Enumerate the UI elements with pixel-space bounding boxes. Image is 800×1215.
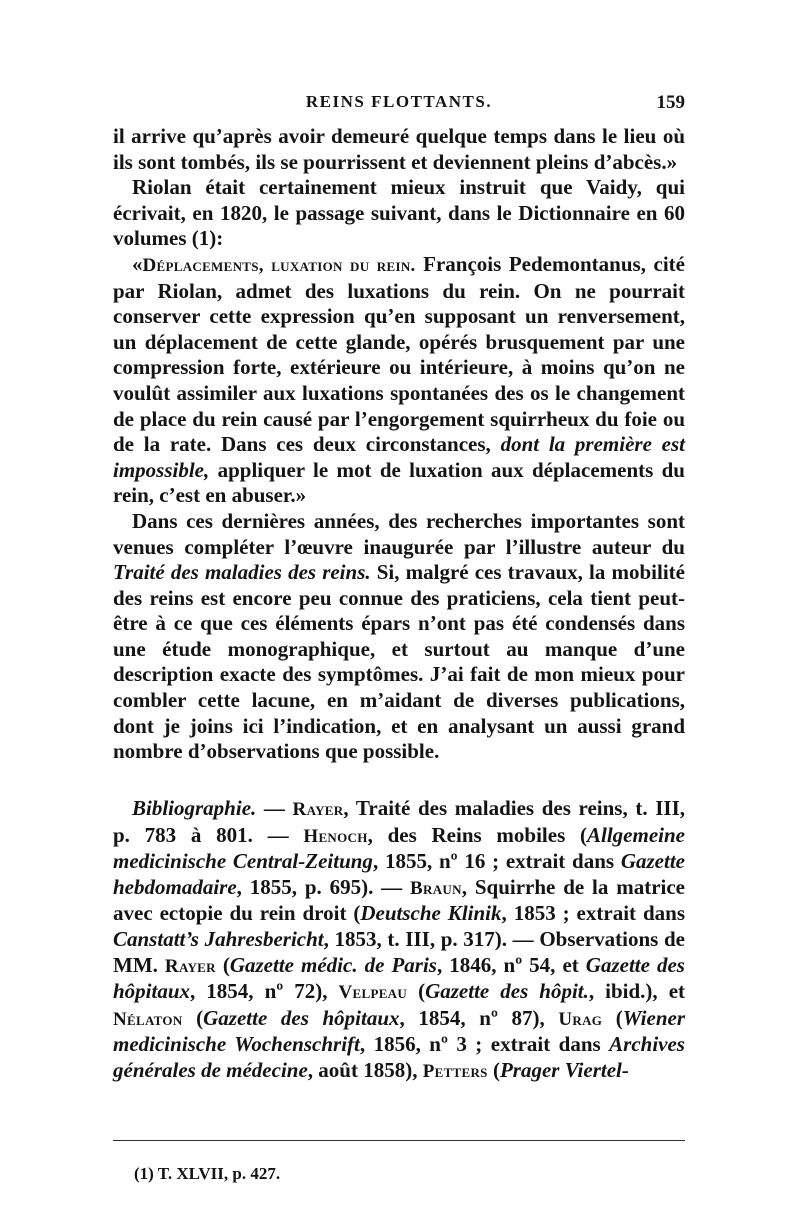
bib-journal: Gazette des hôpit. <box>425 979 589 1004</box>
paragraph-4 <box>113 509 685 765</box>
page-number: 159 <box>656 92 685 113</box>
bib-text: ( <box>215 952 230 977</box>
open-quote: « <box>132 251 143 276</box>
paragraph-3 <box>113 252 685 509</box>
bib-text: , ibid.), et <box>588 979 686 1004</box>
footnote: (1) T. XLVII, p. 427. <box>134 1164 281 1183</box>
bib-text: , Traité des maladies des reins, t. III, p. 783 à 801. — <box>113 796 685 847</box>
bib-journal: Canstatt’s Jahresbericht <box>113 926 324 951</box>
paragraph-2-text: Riolan était certainement mieux instruit que Vaidy, qui écrivait, en 1820, le passage suivant, dans le Dictionnaire en 60 volumes (1): <box>113 175 685 251</box>
bib-author-rayer: Rayer <box>292 799 344 820</box>
bib-journal: Deutsche Klinik <box>360 901 502 926</box>
bib-text: ( <box>182 1005 204 1030</box>
paragraph-4-text-a: Dans ces dernières années, des recherches importantes sont venues compléter l’œuvre inaugurée par l’illustre auteur du <box>113 508 685 559</box>
main-text <box>113 124 685 765</box>
bib-text: , 1855, p. 695). — <box>236 874 411 899</box>
bib-journal: Allgemeine medicinische Central-Zeitung <box>113 822 685 874</box>
bib-text: , 1856, nº 3 ; extrait dans <box>359 1032 610 1057</box>
paragraph-3-text-b: appliquer le mot de luxation aux déplacements du rein, c’est en abuser.» <box>113 457 685 508</box>
footnote-rule <box>113 1140 685 1141</box>
bibliography <box>113 796 685 1085</box>
bib-text: ( <box>602 1005 623 1030</box>
bib-journal: Gazette médic. de Paris <box>229 952 437 977</box>
bib-author-henoch: Henoch <box>303 825 368 847</box>
bib-text: , 1846, nº 54, et <box>436 952 586 977</box>
bib-text: , Squirrhe de la matrice avec ectopie du rein droit ( <box>113 874 685 926</box>
paragraph-1-text: il arrive qu’après avoir demeuré quelque temps dans le lieu où ils sont tombés, ils se pourrissent et deviennent pleins d’abcès.» <box>113 124 685 174</box>
bib-text: , 1853, t. III, p. 317). — Observations de MM. <box>113 926 685 977</box>
bibliography-label: Bibliographie. <box>132 796 257 820</box>
running-title: REINS FLOTTANTS. <box>305 92 493 111</box>
bib-journal: Prager Viertel- <box>499 1057 629 1082</box>
paragraph-3-italic: dont la première est impossible, <box>113 432 685 482</box>
bib-author-rayer-2: Rayer <box>164 955 216 977</box>
bib-text: ( <box>407 979 426 1004</box>
bib-text: , 1854, nº 87), <box>399 1005 559 1030</box>
bib-text: — <box>256 796 293 820</box>
paragraph-3-text-a: François Pedemontanus, cité par Riolan, admet des luxations du rein. On ne pourrait conserver cette expression qu’en supposant un renversement, un déplacement de cette glande, opérés brusquement par une compression forte, extérieure ou intérieure, à moins qu’on ne voulût assimiler aux luxations spontanées des os le changement de place du rein causé par l’engorgement squirrheux du foie ou de la rate. Dans ces deux circonstances, <box>113 251 685 457</box>
dictionary-headword: Déplacements, luxation du rein. <box>142 254 416 276</box>
bib-journal: Gazette des hôpitaux <box>203 1005 400 1030</box>
bib-text: , des Reins mobiles ( <box>367 822 587 847</box>
bib-author-nelaton: Nélaton <box>113 1008 183 1030</box>
bib-author-velpeau: Velpeau <box>338 982 408 1004</box>
bib-text: , août 1858), <box>307 1057 423 1082</box>
bib-text: , 1854, nº 72), <box>190 979 339 1004</box>
paragraph-2 <box>113 175 685 252</box>
bib-journal: Archives générales de médecine <box>113 1032 685 1082</box>
bib-text: ( <box>487 1057 500 1082</box>
bib-author-urag: Urag <box>558 1008 603 1030</box>
bib-text: , 1855, nº 16 ; extrait dans <box>372 849 621 874</box>
paragraph-4-italic: Traité des maladies des reins. <box>113 560 371 585</box>
bib-text: , 1853 ; extrait dans <box>501 901 685 926</box>
bib-journal: Gazette des hôpitaux <box>113 952 685 1004</box>
paragraph-4-text-b: Si, malgré ces travaux, la mobilité des reins est encore peu connue des praticiens, cela tient peut-être à ce que ces éléments épars n’ont pas été condensés dans une étude monographique, et surtout au manque d’une description exacte des symptômes. J’ai fait de mon mieux pour combler cette lacune, en m’aidant de diverses publications, dont je joins ici l’indication, et en analysant un aussi grand nombre d’observations que possible. <box>113 560 685 764</box>
paragraph-1 <box>113 124 685 175</box>
page-header <box>113 92 685 120</box>
bib-author-petters: Petters <box>422 1060 488 1082</box>
bib-journal: Wiener medicinische Wochenschrift <box>113 1005 686 1057</box>
bib-author-braun: Braun <box>410 877 462 899</box>
bib-journal: Gazette hebdomadaire <box>113 849 685 899</box>
